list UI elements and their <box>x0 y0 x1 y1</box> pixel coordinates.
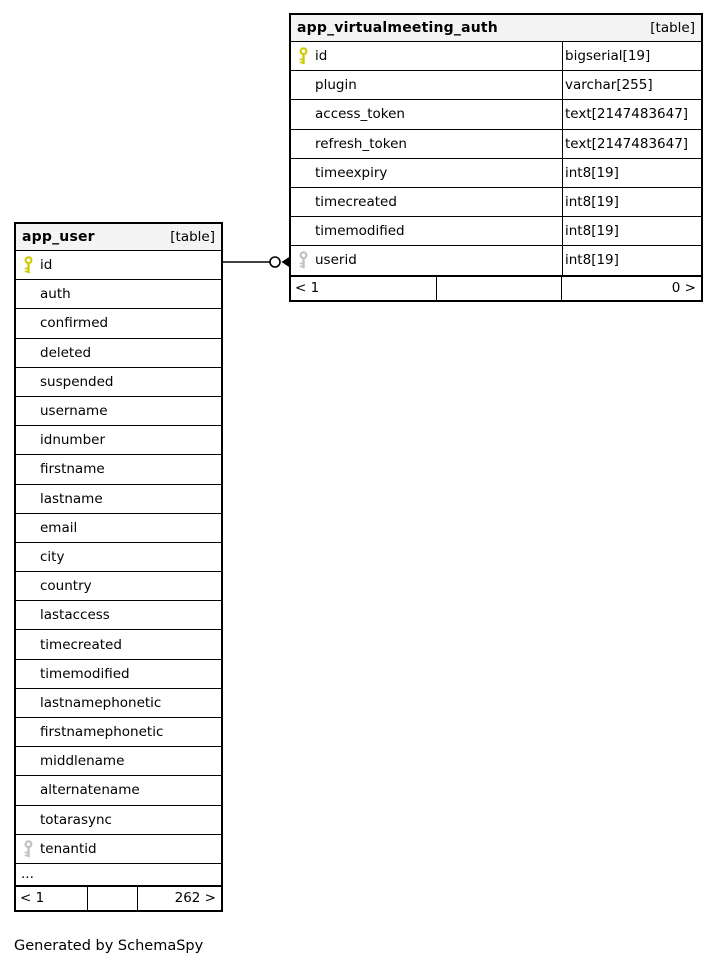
icon-spacer <box>16 630 40 658</box>
column-row-suspended <box>16 368 221 397</box>
icon-spacer <box>16 485 40 513</box>
relationship-count-left: < 1 <box>291 277 437 300</box>
column-row-timemodified <box>16 660 221 689</box>
column-type: int8[19] <box>562 159 701 187</box>
table-node-app-virtualmeeting-auth[interactable] <box>289 13 703 302</box>
column-row-middlename <box>16 747 221 776</box>
column-name: firstnamephonetic <box>40 724 164 741</box>
column-type: int8[19] <box>562 217 701 245</box>
column-row-timemodified <box>291 217 701 246</box>
column-name: city <box>40 548 65 565</box>
icon-spacer <box>16 543 40 571</box>
column-row-refresh_token <box>291 130 701 159</box>
column-name: email <box>40 519 78 536</box>
icon-spacer <box>16 572 40 600</box>
icon-spacer <box>16 280 40 308</box>
table-header[interactable] <box>16 224 221 251</box>
column-name: firstname <box>40 461 105 478</box>
icon-spacer <box>16 660 40 688</box>
column-row-alternatename <box>16 776 221 805</box>
column-type: int8[19] <box>562 188 701 216</box>
column-row-username <box>16 397 221 426</box>
column-row-country <box>16 572 221 601</box>
column-name: userid <box>315 252 357 269</box>
icon-spacer <box>291 100 315 128</box>
icon-spacer <box>291 71 315 99</box>
relationship-count-right: 262 > <box>174 890 216 907</box>
icon-spacer <box>16 368 40 396</box>
icon-spacer <box>16 601 40 629</box>
column-name: confirmed <box>40 315 109 332</box>
table-type-label: [table] <box>650 20 695 36</box>
icon-spacer <box>16 339 40 367</box>
column-type: bigserial[19] <box>562 42 701 70</box>
column-name: refresh_token <box>315 135 407 152</box>
column-name: suspended <box>40 373 114 390</box>
column-name: lastname <box>40 490 103 507</box>
column-row-idnumber <box>16 426 221 455</box>
table-footer <box>16 886 221 910</box>
column-row-access_token <box>291 100 701 129</box>
column-name: timeexpiry <box>315 164 388 181</box>
column-row-plugin <box>291 71 701 100</box>
column-name: deleted <box>40 344 92 361</box>
column-type: int8[19] <box>562 246 701 274</box>
icon-spacer <box>16 426 40 454</box>
column-name: alternatename <box>40 782 140 799</box>
icon-spacer <box>291 159 315 187</box>
table-name: app_user <box>22 229 95 245</box>
table-header[interactable] <box>291 15 701 42</box>
column-row-city <box>16 543 221 572</box>
icon-spacer <box>16 514 40 542</box>
footer-middle-cell <box>88 887 138 910</box>
column-name: auth <box>40 286 71 303</box>
column-name: middlename <box>40 753 125 770</box>
relationship-count-right: 0 > <box>671 280 696 296</box>
primary-key-icon <box>291 42 315 70</box>
icon-spacer <box>16 309 40 337</box>
column-name: id <box>315 48 328 65</box>
column-name: timecreated <box>315 194 397 211</box>
icon-spacer <box>16 747 40 775</box>
column-type: varchar[255] <box>562 71 701 99</box>
column-name: tenantid <box>40 840 97 857</box>
column-row-firstname <box>16 455 221 484</box>
column-name: timemodified <box>40 665 130 682</box>
icon-spacer <box>16 397 40 425</box>
column-row-lastnamephonetic <box>16 689 221 718</box>
column-name: lastnamephonetic <box>40 694 162 711</box>
column-name: timecreated <box>40 636 122 653</box>
column-name: country <box>40 578 92 595</box>
zero-cardinality-circle-icon <box>270 257 280 267</box>
primary-key-icon <box>16 251 40 279</box>
ellipsis-row: ... <box>16 864 221 886</box>
footer-middle-cell <box>437 277 562 300</box>
icon-spacer <box>291 130 315 158</box>
column-name: plugin <box>315 77 357 94</box>
column-row-timeexpiry <box>291 159 701 188</box>
column-name: access_token <box>315 106 405 123</box>
column-row-confirmed <box>16 309 221 338</box>
icon-spacer <box>291 188 315 216</box>
column-name: lastaccess <box>40 607 110 624</box>
column-row-id <box>16 251 221 280</box>
column-row-id <box>291 42 701 71</box>
column-row-timecreated <box>16 630 221 659</box>
table-node-app-user[interactable] <box>14 222 223 912</box>
column-row-userid <box>291 246 701 275</box>
column-type: text[2147483647] <box>562 130 701 158</box>
table-name: app_virtualmeeting_auth <box>297 20 498 36</box>
icon-spacer <box>16 689 40 717</box>
fk-relationship-connector <box>221 252 290 272</box>
column-row-tenantid <box>16 835 221 864</box>
generator-credit: Generated by SchemaSpy <box>14 938 204 954</box>
icon-spacer <box>16 455 40 483</box>
column-name: id <box>40 257 53 274</box>
column-name: timemodified <box>315 223 405 240</box>
foreign-key-icon <box>291 246 315 274</box>
column-name: idnumber <box>40 432 106 449</box>
column-name: username <box>40 403 108 420</box>
column-rows <box>16 251 221 864</box>
column-row-auth <box>16 280 221 309</box>
column-row-deleted <box>16 339 221 368</box>
relationship-count-left: < 1 <box>16 887 88 910</box>
column-type: text[2147483647] <box>562 100 701 128</box>
column-row-lastaccess <box>16 601 221 630</box>
arrowhead-icon <box>282 257 290 267</box>
icon-spacer <box>16 806 40 834</box>
table-footer <box>291 276 701 300</box>
icon-spacer <box>16 776 40 804</box>
icon-spacer <box>16 718 40 746</box>
column-name: totarasync <box>40 811 112 828</box>
column-row-lastname <box>16 485 221 514</box>
column-row-email <box>16 514 221 543</box>
foreign-key-icon <box>16 835 40 863</box>
icon-spacer <box>291 217 315 245</box>
table-type-label: [table] <box>170 229 215 245</box>
column-rows <box>291 42 701 276</box>
column-row-totarasync <box>16 806 221 835</box>
column-row-timecreated <box>291 188 701 217</box>
column-row-firstnamephonetic <box>16 718 221 747</box>
